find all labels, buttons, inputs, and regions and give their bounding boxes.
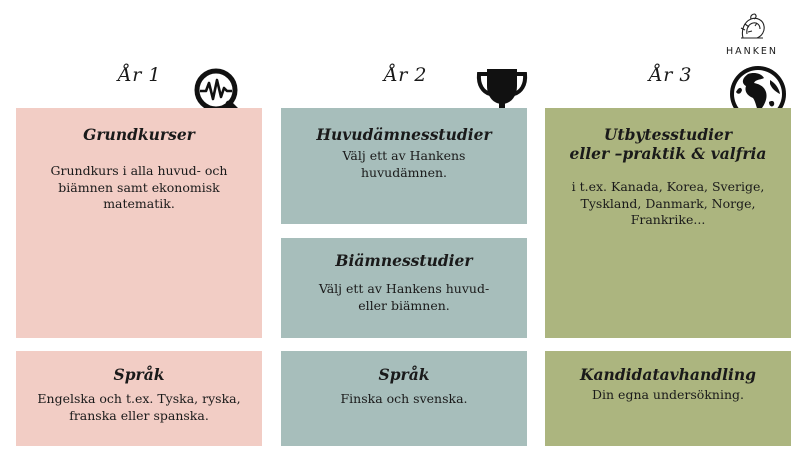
sprak-year2-text: Finska och svenska. xyxy=(340,391,468,406)
huvudamnesstudier-title: Huvudämnesstudier xyxy=(316,125,492,144)
utbytesstudier-box xyxy=(545,108,791,338)
huvudamnesstudier-box xyxy=(281,108,527,224)
utbytesstudier-title-line1: Utbytesstudier xyxy=(603,125,733,144)
year-3-label: År 3 xyxy=(649,64,692,86)
biamnesstudier-text: Välj ett av Hankens huvud-eller biämnen. xyxy=(318,281,490,313)
sprak-year2-title: Språk xyxy=(378,365,430,384)
hanken-logo xyxy=(724,12,780,57)
sprak-year1-title: Språk xyxy=(113,365,165,384)
grundkurser-text: Grundkurs i alla huvud- och biämnen samt ekonomisk matematik. xyxy=(50,163,228,211)
year-2-label: År 2 xyxy=(384,64,427,86)
logo-text: HANKEN xyxy=(725,46,779,57)
huvudamnesstudier-text: Välj ett av Hankens huvudämnen. xyxy=(342,148,466,180)
sprak-year1-text: Engelska och t.ex. Tyska, ryska, franska eller spanska. xyxy=(37,391,241,423)
sprak-year1-box xyxy=(16,351,262,446)
kandidatavhandling-title: Kandidatavhandling xyxy=(580,365,756,384)
year-1-label: År 1 xyxy=(118,64,161,86)
kandidatavhandling-text: Din egna undersökning. xyxy=(592,387,744,402)
utbytesstudier-title-line2: eller –praktik & valfria xyxy=(569,144,767,163)
grundkurser-box xyxy=(16,108,262,338)
biamnesstudier-title: Biämnesstudier xyxy=(335,251,473,270)
utbytesstudier-text: i t.ex. Kanada, Korea, Sverige, Tyskland, Danmark, Norge, Frankrike... xyxy=(571,179,765,227)
grundkurser-title: Grundkurser xyxy=(83,125,195,144)
kandidatavhandling-box xyxy=(545,351,791,446)
sprak-year2-box xyxy=(281,351,527,446)
hanken-crest-icon xyxy=(735,12,769,42)
biamnesstudier-box xyxy=(281,238,527,338)
